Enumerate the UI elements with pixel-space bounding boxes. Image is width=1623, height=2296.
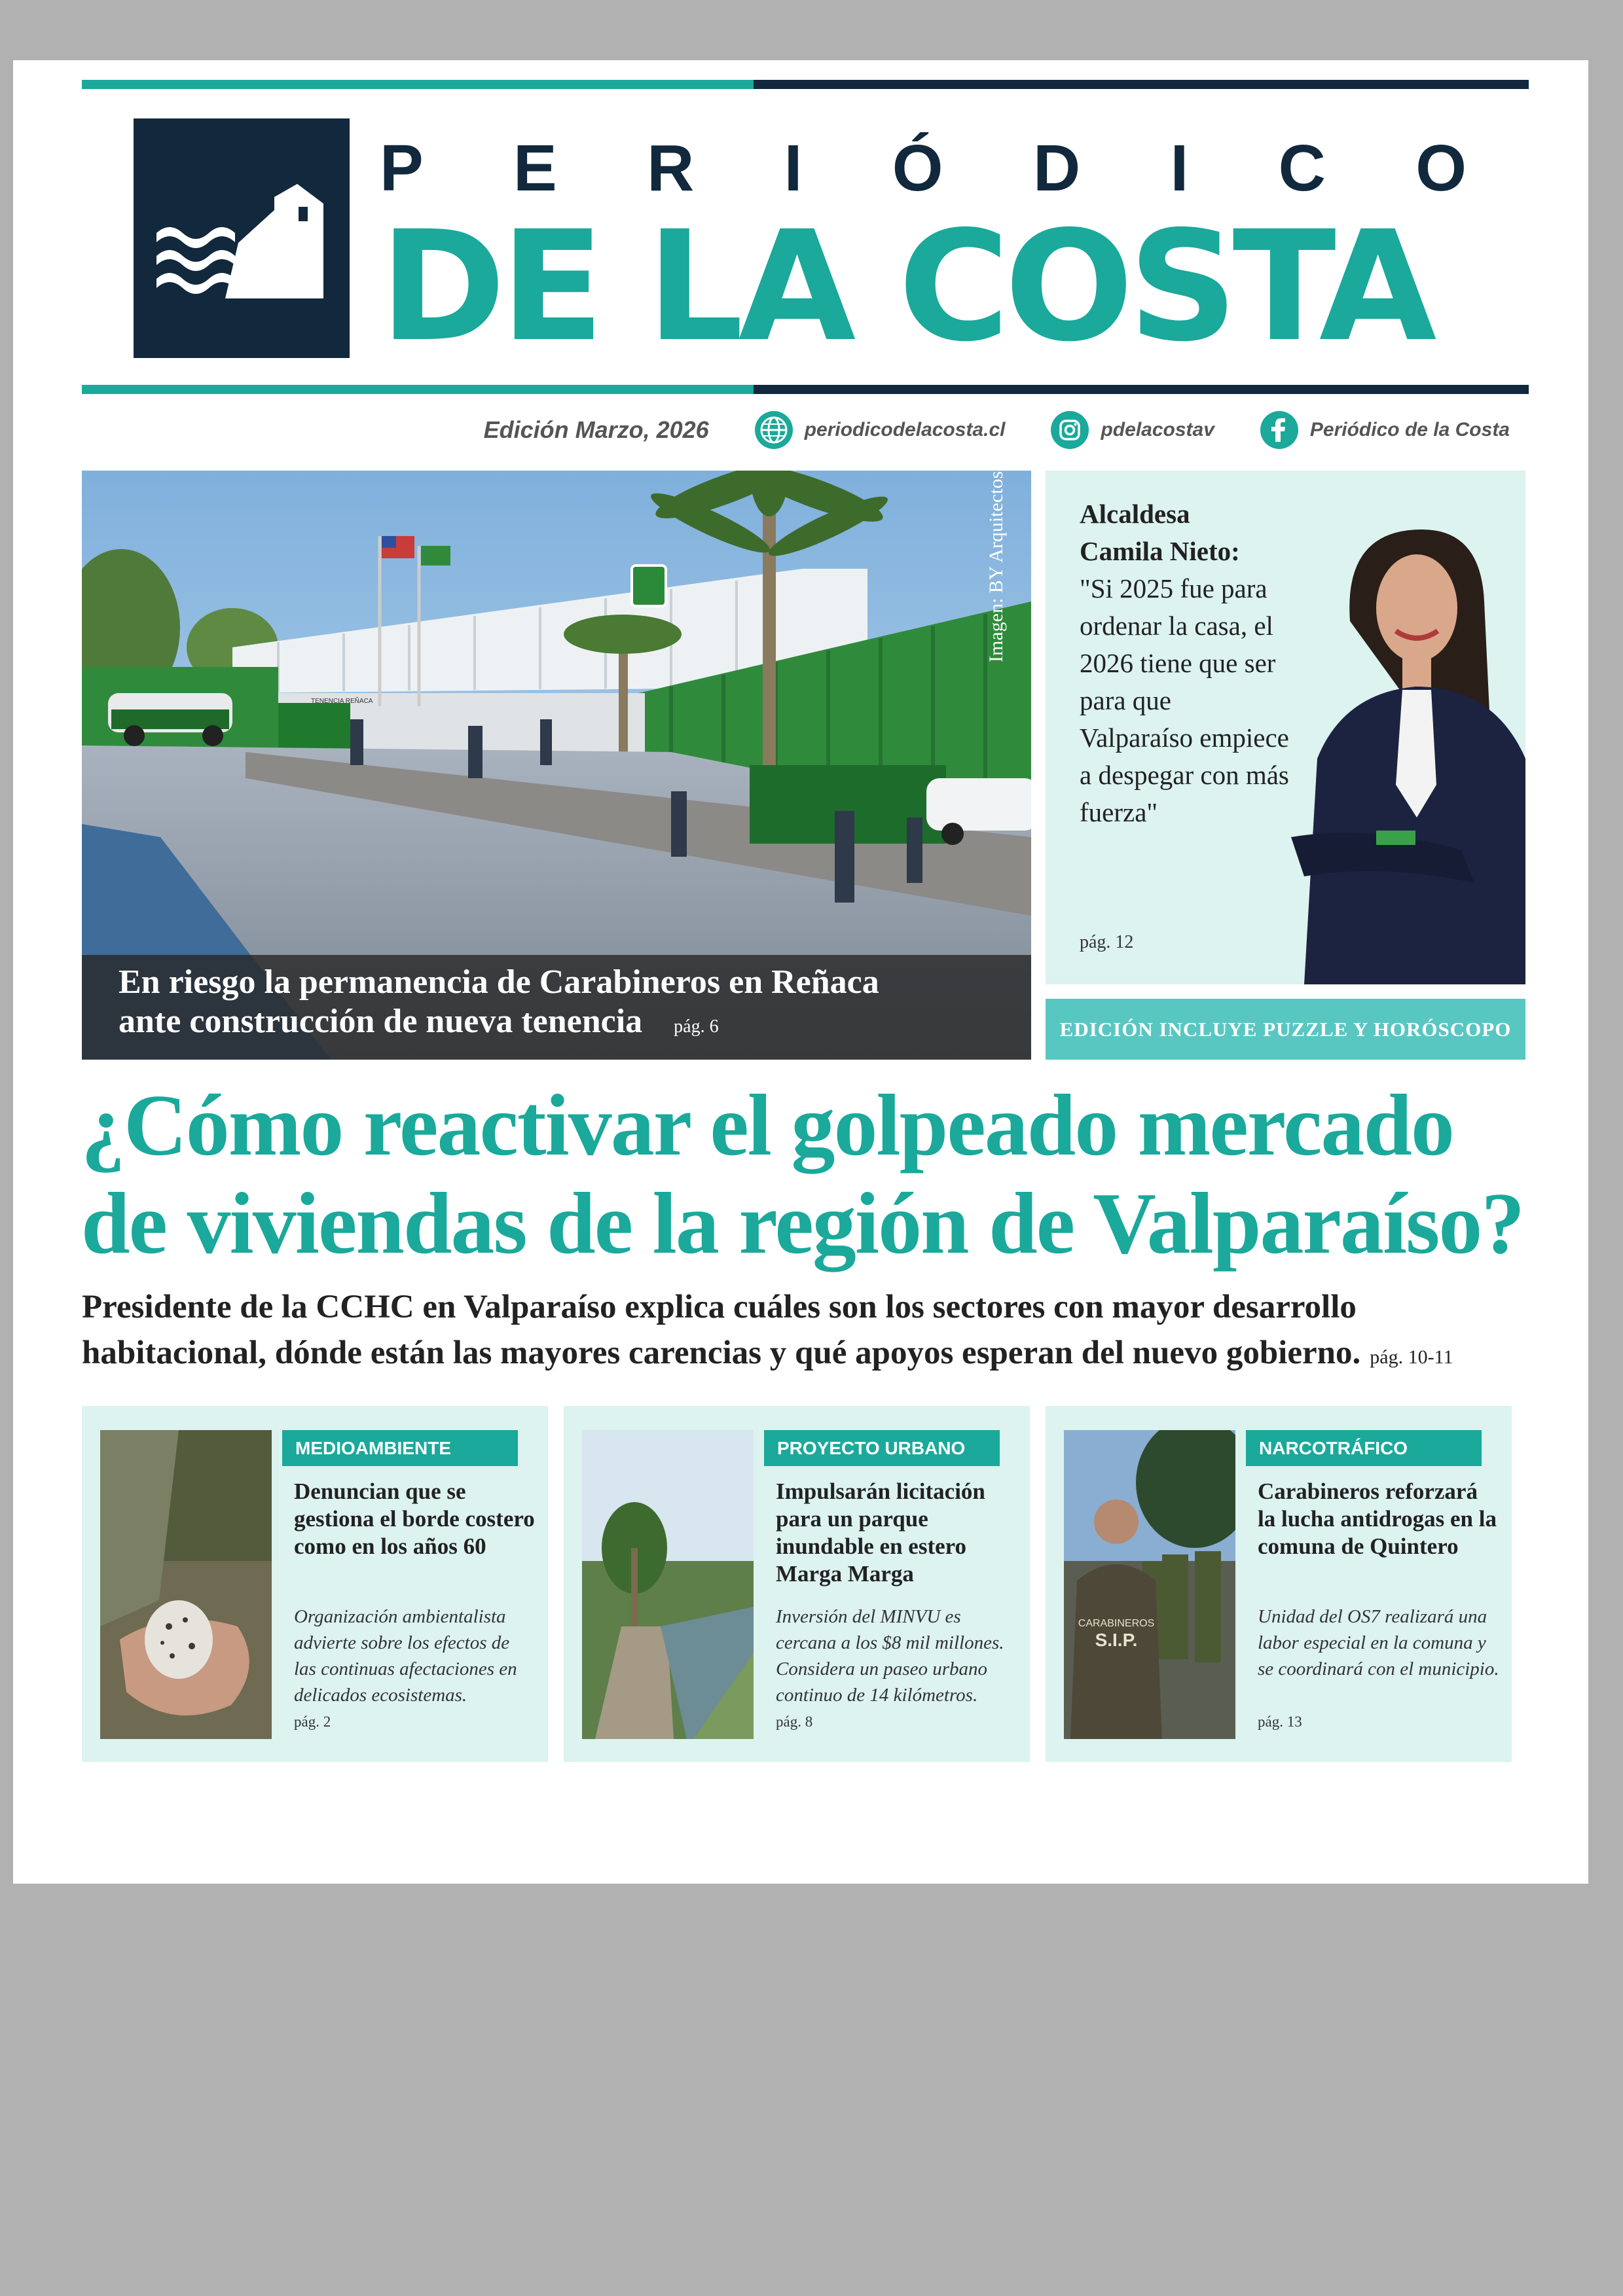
hero-headline-line2: ante construcción de nueva tenencia xyxy=(119,1003,643,1040)
website-link[interactable] xyxy=(755,411,1006,449)
card-category-tag: PROYECTO URBANO xyxy=(764,1430,1000,1466)
interview-quote: "Si 2025 fue para ordenar la casa, el 2026 tiene que ser para que Valparaíso empiece a despegar con más fuerza" xyxy=(1080,573,1289,827)
masthead-letter: I xyxy=(784,131,803,205)
masthead-letter: C xyxy=(1278,131,1326,205)
main-headline[interactable] xyxy=(81,1076,1587,1272)
main-subheadline-line1: Presidente de la CCHC en Valparaíso explica cuáles son los sectores con mayor desarrollo xyxy=(82,1289,1357,1325)
masthead-letter: I xyxy=(1170,131,1189,205)
vest-text-carabineros: CARABINEROS xyxy=(1078,1618,1155,1629)
card-title: Denuncian que se gestiona el borde costero como en los años 60 xyxy=(294,1479,535,1559)
mayor-portrait xyxy=(1265,510,1525,984)
card-page-ref: pág. 2 xyxy=(294,1713,331,1730)
card-page-ref: pág. 13 xyxy=(1258,1713,1302,1730)
masthead-title-main: DE LA COSTA xyxy=(380,198,1432,375)
card-photo-bird-egg xyxy=(100,1430,272,1739)
website-text: periodicodelacosta.cl xyxy=(804,419,1006,440)
card-summary: Inversión del MINVU es cercana a los $8 mil millones. Considera un paseo urbano continuo de 14 kilómetros. xyxy=(776,1606,1004,1706)
card-summary: Unidad del OS7 realizará una labor especial en la comuna y se coordinará con el municipio. xyxy=(1258,1606,1499,1679)
card-photo-police xyxy=(1064,1430,1235,1739)
card-title: Carabineros reforzará la lucha antidrogas en la comuna de Quintero xyxy=(1258,1479,1497,1559)
main-story-page-ref: pág. 10-11 xyxy=(1370,1346,1453,1368)
masthead-letter: P xyxy=(380,131,424,205)
hero-caption xyxy=(82,955,1031,1060)
masthead-letter: E xyxy=(513,131,557,205)
story-card-narcotrafficking[interactable] xyxy=(1046,1406,1512,1762)
interview-name-line1: Alcaldesa xyxy=(1080,499,1190,529)
main-subheadline xyxy=(82,1284,1588,1380)
interview-page-ref: pág. 12 xyxy=(1080,932,1134,952)
hero-page-ref: pág. 6 xyxy=(674,1016,719,1037)
story-card-urban-project[interactable] xyxy=(564,1406,1030,1762)
card-category-tag: NARCOTRÁFICO xyxy=(1246,1430,1482,1466)
instagram-icon xyxy=(1051,411,1089,449)
masthead-bottom-rule xyxy=(82,385,1529,394)
card-summary: Organización ambientalista advierte sobre los efectos de las continuas afectaciones en delicados ecosistemas. xyxy=(294,1606,517,1706)
hero-sign-text: TENENCIA REÑACA xyxy=(311,698,373,705)
edition-date: Edición Marzo, 2026 xyxy=(483,416,709,443)
card-title: Impulsarán licitación para un parque inundable en estero Marga Marga xyxy=(776,1479,985,1587)
story-card-environment[interactable] xyxy=(82,1406,548,1762)
interview-teaser[interactable] xyxy=(1046,471,1525,984)
card-page-ref: pág. 8 xyxy=(776,1713,813,1730)
facebook-icon xyxy=(1260,411,1298,449)
main-headline-line2: de viviendas de la región de Valparaíso? xyxy=(81,1175,1524,1272)
card-category-tag: MEDIOAMBIENTE xyxy=(282,1430,518,1466)
edition-info-bar xyxy=(471,407,1510,453)
main-headline-line1: ¿Cómo reactivar el golpeado mercado xyxy=(81,1077,1453,1174)
facebook-text: Periódico de la Costa xyxy=(1309,419,1510,440)
instagram-link[interactable] xyxy=(1051,411,1214,449)
hero-headline-line1: En riesgo la permanencia de Carabineros en Reñaca xyxy=(119,963,879,1001)
interview-text xyxy=(1080,495,1289,831)
vest-text-sip: S.I.P. xyxy=(1095,1630,1138,1650)
card-photo-park xyxy=(582,1430,754,1739)
masthead-letter: D xyxy=(1032,131,1081,205)
facebook-link[interactable] xyxy=(1260,411,1510,449)
puzzle-horoscope-banner: EDICIÓN INCLUYE PUZZLE Y HORÓSCOPO xyxy=(1046,999,1525,1060)
masthead-letter: Ó xyxy=(892,131,943,205)
newspaper-front-page xyxy=(13,60,1588,1884)
main-subheadline-line2: habitacional, dónde están las mayores carencias y qué apoyos esperan del nuevo gobierno. xyxy=(82,1335,1361,1371)
masthead-title-top xyxy=(380,132,1467,204)
masthead-top-rule xyxy=(82,80,1529,89)
masthead-letter: O xyxy=(1415,131,1467,205)
hero-story[interactable] xyxy=(82,471,1031,1060)
globe-icon xyxy=(755,411,793,449)
masthead-letter: R xyxy=(647,131,695,205)
hero-image-credit: Imagen: BY Arquitectos xyxy=(985,471,1007,662)
wave-house-icon xyxy=(134,118,350,358)
newspaper-logo xyxy=(134,118,350,358)
instagram-text: pdelacostav xyxy=(1101,419,1214,440)
interview-name-line2: Camila Nieto: xyxy=(1080,536,1240,566)
